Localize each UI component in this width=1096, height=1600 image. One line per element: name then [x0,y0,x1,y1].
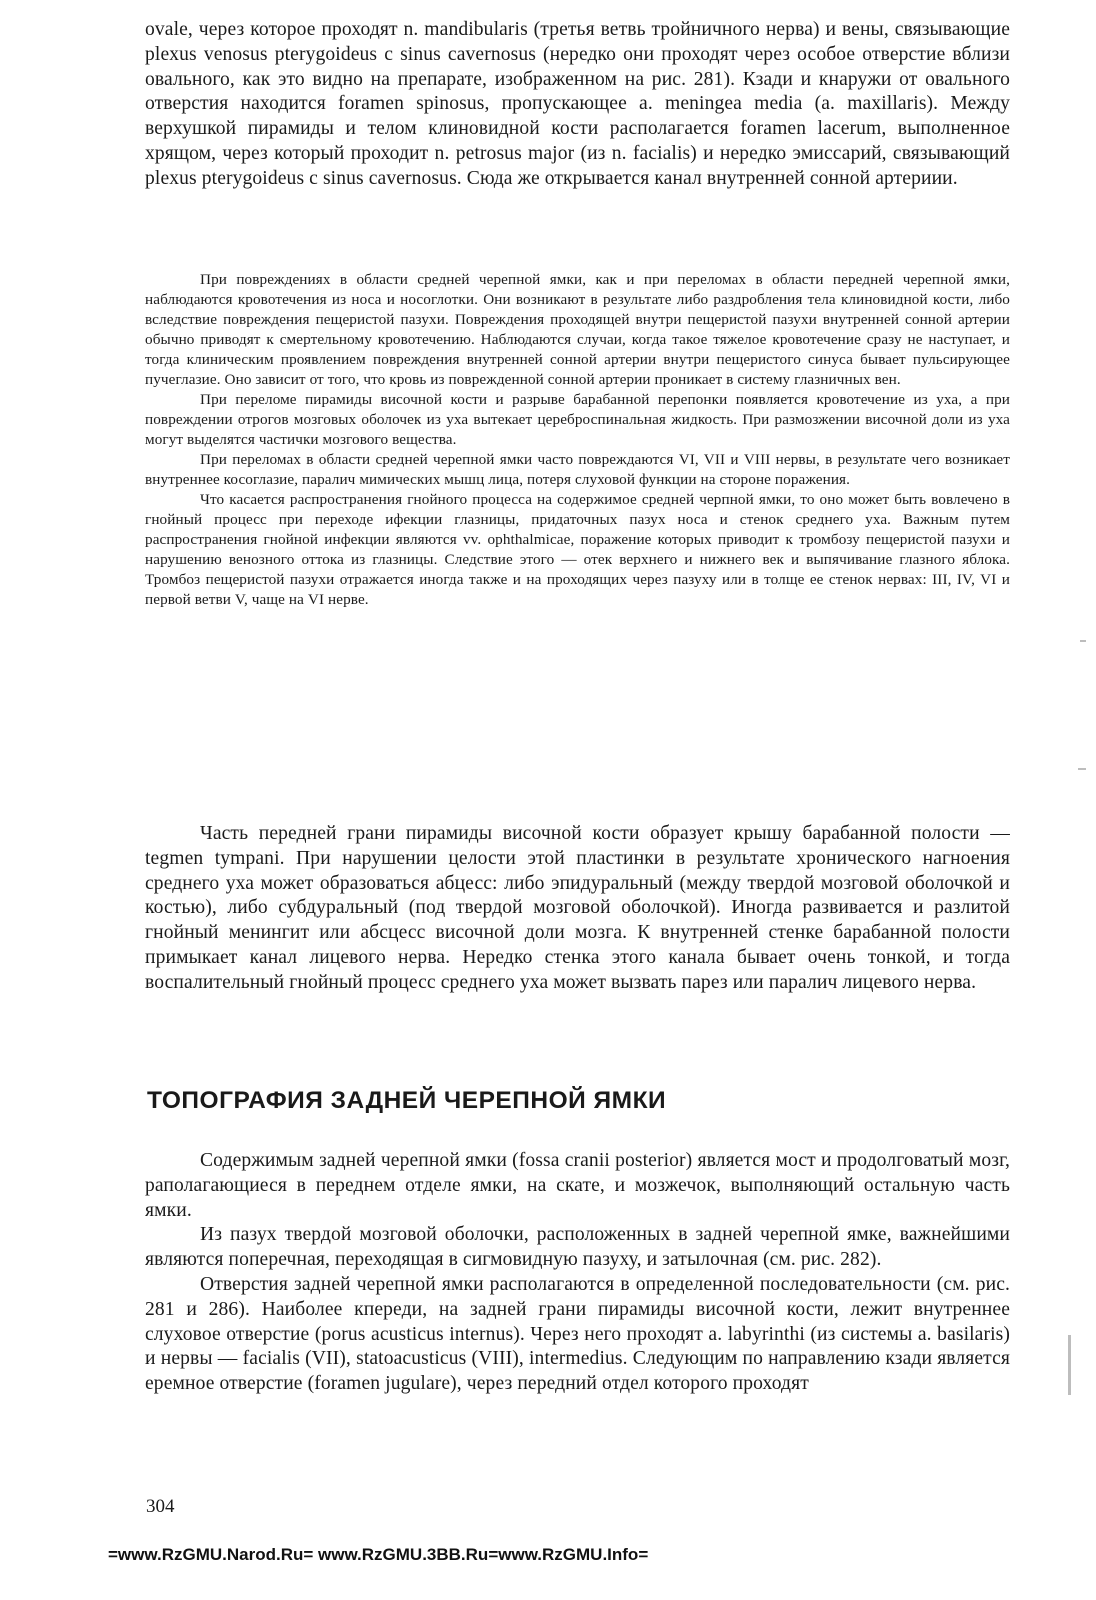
section-paragraph-2: Из пазух твердой мозговой оболочки, расположенных в задней черепной ямке, важнейшими являются поперечная, переходящая в сигмовидную пазуху, и затылочная (см. рис. 282). [145,1224,1010,1271]
scan-artifact-mark [1068,1335,1071,1395]
scan-artifact-dash-2 [1078,768,1086,770]
section-paragraph-3: Отверстия задней черепной ямки располагаются в определенной последовательности (см. рис. 281 и 286). Наиболее кпереди, на задней грани пирамиды височной кости, лежит внутреннее слуховое отверстие (porus acusticus internus). Через него проходят a. labyrinthi (из системы a. basilaris) и нервы — facialis (VII), statoacusticus (VIII), intermedius. Следующим по направлению кзади является еремное отверстие (foramen jugulare), через передний отдел которого проходят [145,1273,1010,1395]
paragraph-2: Часть передней грани пирамиды височной кости образует крышу барабанной полости — tegmen tympani. При нарушении целости этой пластинки в результате хронического нагноения среднего уха может образоваться абцесс: либо эпидуральный (между твердой мозговой оболочкой и костью), либо субдуральный (под твердой мозговой оболочкой). Иногда развивается и разлитой гнойный менингит или абсцесс височной доли мозга. К внутренней стенке барабанной полости примыкает канал лицевого нерва. Нередко стенка этого канала бывает очень тонкой, и тогда воспалительный гнойный процесс среднего уха может вызвать парез или паралич лицевого нерва. [145,823,1010,993]
clinical-note-4: Что касается распространения гнойного процесса на содержимое средней черпной ямки, то оно может быть вовлечено в гнойный процесс при переходе ифекции глазницы, придаточных пазух носа и стенок среднего уха. Важным путем распространения гнойной инфекции являются vv. ophthalmicae, поражение которых приводит к тромбозу пещеристой пазухи и нарушению венозного оттока из глазницы. Следствие этого — отек верхнего и нижнего век и выпячивание глазного яблока. Тромбоз пещеристой пазухи отражается иногда также и на проходящих через пазуху или в толще ее стенок нервах: III, IV, VI и первой ветви V, чаще на VI нерве. [145,491,1010,608]
section-heading: ТОПОГРАФИЯ ЗАДНЕЙ ЧЕРЕПНОЙ ЯМКИ [147,1087,667,1114]
text-block-top [145,18,1010,192]
section-paragraph-1: Содержимым задней черепной ямки (fossa cranii posterior) является мост и продолговатый мозг, раполагающиеся в переднем отделе ямки, на скате, и мозжечок, выполняющий остальную часть ямки. [145,1150,1010,1221]
footer-watermark: =www.RzGMU.Narod.Ru= www.RzGMU.3BB.Ru=www.RzGMU.Info= [108,1545,649,1564]
scan-artifact-dash-1 [1080,640,1086,642]
text-block-section [145,1149,1010,1397]
page-number: 304 [146,1496,175,1517]
clinical-note-3: При переломах в области средней черепной ямки часто повреждаются VI, VII и VIII нервы, в результате чего возникает внутреннее косоглазие, паралич мимических мышц лица, потеря слуховой функции на стороне поражения. [145,451,1010,488]
clinical-note-2: При переломе пирамиды височной кости и разрыве барабанной перепонки появляется кровотечение из уха, а при повреждении отрогов мозговых оболочек из уха вытекает цереброспинальная жидкость. При размозжении височной доли из уха могут выделятся частички мозгового вещества. [145,391,1010,448]
clinical-notes-block [145,270,1010,610]
clinical-note-1: При повреждениях в области средней черепной ямки, как и при переломах в области передней черепной ямки, наблюдаются кровотечения из носа и носоглотки. Они возникают в результате либо раздробления тела клиновидной кости, либо вследствие повреждения пещеристой пазухи. Повреждения проходящей внутри пещеристой пазухи внутренней сонной артерии обычно приводят к смертельному кровотечению. Наблюдаются случаи, когда такое тяжелое кровотечение сразу не наступает, и тогда клиническим проявлением повреждения внутренней сонной артерии внутри пещеристого синуса бывает пульсирующее пучеглазие. Оно зависит от того, что кровь из поврежденной сонной артерии проникает в систему глазничных вен. [145,271,1010,388]
text-block-middle [145,822,1010,996]
paragraph-1: ovale, через которое проходят n. mandibularis (третья ветвь тройничного нерва) и вены, связывающие plexus venosus pterygoideus с sinus cavernosus (нередко они проходят через особое отверстие вблизи овального, как это видно на препарате, изображенном на рис. 281). Кзади и кнаружи от овального отверстия находится foramen spinosus, пропускающее a. meningea media (a. maxillaris). Между верхушкой пирамиды и телом клиновидной кости располагается foramen lacerum, выполненное хрящом, через который проходит n. petrosus major (из n. facialis) и нередко эмиссарий, связывающий plexus pterygoideus с sinus cavernosus. Сюда же открывается канал внутренней сонной артериии. [145,19,1010,189]
